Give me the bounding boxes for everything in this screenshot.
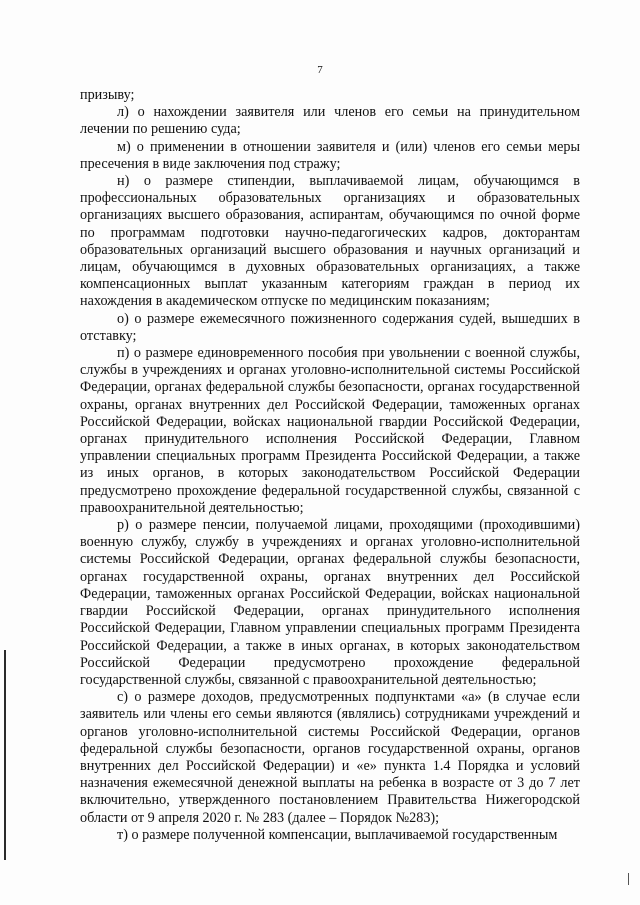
paragraph-item-s: с) о размере доходов, предусмотренных подпунктами «а» (в случае если заявитель или члены его семьи являются (являлись) сотрудниками учреждений и органов уголовно-исполнительной системы Российской Федерации, органов федеральной службы безопасности, органов государственной охраны, органов внутренних дел Российской Федерации) и «е» пункта 1.4 Порядка и условий назначения ежемесячной денежной выплаты на ребенка в возрасте от 3 до 7 лет включительно, утвержденного постановлением Правительства Нижегородской области от 9 апреля 2020 г. № 283 (далее – Порядок №283); (80, 689, 580, 826)
scan-edge-line (4, 650, 6, 860)
paragraph-item-t: т) о размере полученной компенсации, выплачиваемой государственным (117, 826, 558, 843)
paragraph-item-m: м) о применении в отношении заявителя и (или) членов его семьи меры пресечения в виде заключения под стражу; (80, 138, 580, 172)
paragraph-item-p: п) о размере единовременного пособия при увольнении с военной службы, службы в учреждениях и органах уголовно-исполнительной системы Российской Федерации, органах федеральной службы безопасности, органах государственной охраны, органах внутренних дел Российской Федерации, таможенных органах Российской Федерации, войсках национальной гвардии Российской Федерации, органах принудительного исполнения Российской Федерации, Главном управлении специальных программ Президента Российской Федерации, а также из иных органов, в которых законодательством Российской Федерации предусмотрено прохождение федеральной государственной службы, связанной с правоохранительной деятельностью; (80, 345, 580, 516)
document-body (80, 87, 580, 844)
page-number: 7 (317, 64, 323, 76)
paragraph-item-r: р) о размере пенсии, получаемой лицами, проходящими (проходившими) военную службу, службу в учреждениях и органах уголовно-исполнительной системы Российской Федерации, органах федеральной службы безопасности, органах государственной охраны, органах внутренних дел Российской Федерации, таможенных органах Российской Федерации, войсках национальной гвардии Российской Федерации, органах принудительного исполнения Российской Федерации, Главном управлении специальных программ Президента Российской Федерации, а также в иных органах, в которых законодательством Российской Федерации предусмотрено прохождение федеральной государственной службы, связанной с правоохранительной деятельностью; (80, 517, 580, 688)
paragraph-item-o: о) о размере ежемесячного пожизненного содержания судей, вышедших в отставку; (80, 310, 580, 344)
scan-mark (628, 873, 629, 885)
paragraph-item-l: л) о нахождении заявителя или членов его семьи на принудительном лечении по решению суда; (80, 104, 580, 138)
paragraph-item-n: н) о размере стипендии, выплачиваемой лицам, обучающимся в профессиональных образовательных организациях и образовательных организациях высшего образования, аспирантам, обучающимся по очной форме по программам подготовки научно-педагогических кадров, докторантам образовательных организаций высшего образования и научных организаций и лицам, обучающимся в духовных образовательных организациях, а также компенсационных выплат указанным категориям граждан в период их нахождения в академическом отпуске по медицинским показаниям; (80, 173, 580, 310)
paragraph-continuation: призыву; (80, 87, 135, 103)
